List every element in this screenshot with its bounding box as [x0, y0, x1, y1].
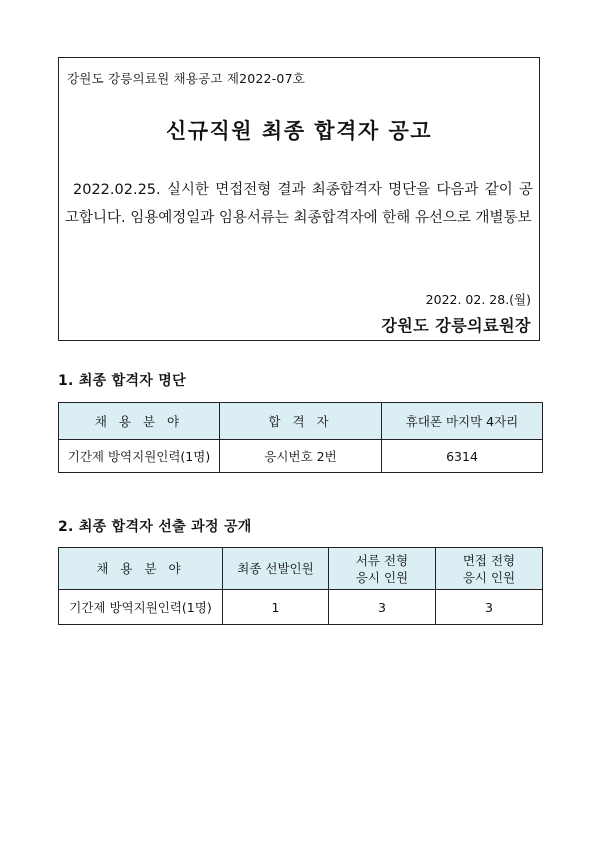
notice-body [65, 176, 533, 232]
header-line: 면접 전형 [462, 552, 516, 568]
header-line: 응시 인원 [462, 569, 516, 585]
notice-body-text: 2022.02.25. 실시한 면접전형 결과 최종합격자 명단을 다음과 같이 공고합니다. 임용예정일과 임용서류는 최종합격자에 한해 유선으로 개별통보 [65, 182, 533, 226]
selection-process-table [58, 547, 543, 625]
header-cell [329, 548, 436, 590]
table-cell: 응시번호 2번 [220, 440, 382, 473]
notice-title: 신규직원 최종 합격자 공고 [165, 119, 433, 143]
section-heading-selection-process: 2. 최종 합격자 선출 과정 공개 [58, 519, 252, 535]
table-cell: 3 [329, 590, 436, 625]
header-line: 응시 인원 [355, 569, 409, 585]
header-cell: 합 격 자 [220, 403, 382, 440]
final-list-table [58, 402, 543, 473]
section-heading-final-list: 1. 최종 합격자 명단 [58, 373, 186, 389]
header-cell: 채 용 분 야 [59, 548, 223, 590]
table-cell: 3 [436, 590, 543, 625]
header-line: 서류 전형 [355, 552, 409, 568]
notice-box [58, 57, 540, 341]
header-cell: 최종 선발인원 [223, 548, 329, 590]
table-header-row [59, 548, 543, 590]
table-row [59, 590, 543, 625]
notice-reference: 강원도 강릉의료원 채용공고 제2022-07호 [67, 71, 305, 86]
table-cell: 기간제 방역지원인력(1명) [59, 590, 223, 625]
header-cell: 채 용 분 야 [59, 403, 220, 440]
table-cell: 1 [223, 590, 329, 625]
table-header-row [59, 403, 543, 440]
table-row [59, 440, 543, 473]
table-cell: 기간제 방역지원인력(1명) [59, 440, 220, 473]
notice-issuer: 강원도 강릉의료원장 [381, 316, 531, 335]
header-cell [436, 548, 543, 590]
table-cell: 6314 [382, 440, 543, 473]
notice-date: 2022. 02. 28.(월) [425, 292, 531, 307]
header-cell: 휴대폰 마지막 4자리 [382, 403, 543, 440]
